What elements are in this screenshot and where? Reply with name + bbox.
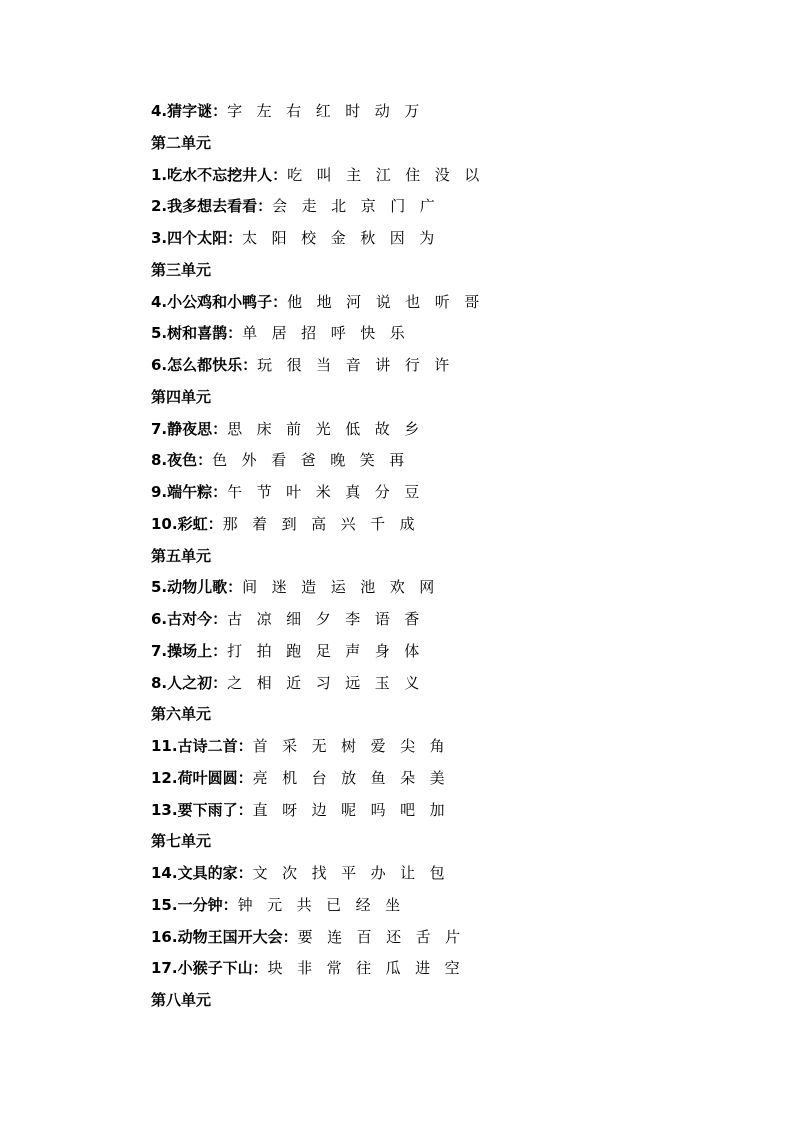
character: 钟	[237, 895, 253, 914]
character: 外	[241, 451, 257, 470]
lesson-characters	[257, 356, 464, 374]
character: 网	[419, 578, 435, 597]
lesson-title: 5.动物儿歌：	[151, 578, 243, 597]
character: 办	[370, 864, 386, 882]
character: 欢	[389, 578, 405, 597]
unit-heading: 第六单元	[151, 705, 212, 724]
character: 床	[256, 419, 272, 438]
character: 声	[345, 641, 361, 660]
character: 河	[346, 292, 362, 311]
lesson-line	[151, 731, 751, 763]
character: 爱	[370, 737, 386, 755]
lesson-line	[151, 668, 751, 700]
lesson-title: 3.四个太阳：	[151, 229, 243, 247]
character: 平	[341, 864, 357, 882]
character: 米	[315, 483, 331, 501]
lesson-line	[151, 414, 751, 446]
character: 李	[345, 610, 361, 628]
character: 校	[301, 229, 317, 247]
character: 迷	[271, 578, 287, 597]
character: 往	[356, 959, 372, 978]
character: 叫	[316, 165, 332, 184]
character: 笑	[359, 451, 375, 470]
character: 午	[227, 483, 243, 501]
character: 块	[267, 959, 283, 978]
character: 听	[434, 292, 450, 311]
character: 古	[227, 610, 243, 628]
lesson-characters	[227, 674, 434, 692]
character: 右	[286, 102, 302, 120]
character: 江	[375, 165, 391, 184]
lesson-title: 14.文具的家：	[151, 864, 253, 882]
character: 前	[286, 419, 302, 438]
lesson-title: 7.静夜思：	[151, 419, 228, 438]
character: 拍	[256, 641, 272, 660]
character: 舌	[415, 927, 431, 946]
character: 要	[297, 927, 313, 946]
character: 台	[311, 768, 327, 787]
character: 故	[374, 419, 390, 438]
lesson-title: 16.动物王国开大会：	[151, 927, 298, 946]
character: 呢	[341, 800, 357, 819]
character: 高	[311, 514, 327, 533]
character: 真	[345, 483, 361, 501]
character: 门	[390, 197, 406, 216]
lesson-characters	[242, 229, 449, 247]
character: 香	[404, 610, 420, 628]
character: 文	[252, 864, 268, 882]
lesson-characters	[253, 769, 460, 787]
character: 连	[327, 927, 343, 946]
character: 成	[399, 514, 415, 533]
lesson-characters	[227, 642, 434, 660]
lesson-line	[151, 509, 751, 541]
lesson-line	[151, 572, 751, 604]
lesson-line	[151, 604, 751, 636]
lesson-characters	[238, 896, 415, 914]
lesson-line	[151, 445, 751, 477]
lesson-characters	[253, 737, 460, 755]
character: 凉	[256, 610, 272, 628]
character: 为	[419, 229, 435, 247]
lesson-characters	[287, 293, 494, 311]
character: 远	[345, 673, 361, 692]
character: 放	[341, 768, 357, 787]
lesson-characters	[253, 864, 460, 882]
lesson-characters	[212, 451, 419, 469]
character: 造	[301, 578, 317, 597]
character: 还	[386, 927, 402, 946]
character: 主	[346, 165, 362, 184]
character: 音	[345, 356, 361, 374]
lesson-title: 11.古诗二首：	[151, 737, 253, 755]
character: 义	[404, 673, 420, 692]
character: 呼	[330, 324, 346, 343]
character: 爸	[300, 451, 316, 470]
unit-heading: 第二单元	[151, 133, 212, 152]
lesson-line	[151, 318, 751, 350]
character: 乐	[389, 324, 405, 343]
character: 以	[464, 165, 480, 184]
character: 呀	[282, 800, 298, 819]
lesson-title: 2.我多想去看看：	[151, 197, 273, 216]
lesson-title: 4.猜字谜：	[151, 102, 228, 120]
lesson-characters	[272, 197, 449, 215]
character: 常	[326, 959, 342, 978]
character: 因	[389, 229, 405, 247]
character: 元	[267, 895, 283, 914]
character: 居	[271, 324, 287, 343]
lesson-title: 9.端午粽：	[151, 483, 228, 501]
character: 运	[330, 578, 346, 597]
character: 共	[296, 895, 312, 914]
character: 秋	[360, 229, 376, 247]
unit-heading: 第五单元	[151, 546, 212, 565]
character: 再	[389, 451, 405, 470]
character: 次	[282, 864, 298, 882]
character: 万	[404, 102, 420, 120]
character: 动	[374, 102, 390, 120]
character: 玉	[374, 673, 390, 692]
character: 非	[297, 959, 313, 978]
lesson-line	[151, 763, 751, 795]
character: 地	[316, 292, 332, 311]
character: 鱼	[370, 768, 386, 787]
character: 亮	[252, 768, 268, 787]
character: 经	[355, 895, 371, 914]
character: 吧	[400, 800, 416, 819]
unit-heading: 第三单元	[151, 260, 212, 279]
character: 当	[316, 356, 332, 374]
character: 玩	[257, 356, 273, 374]
character: 千	[370, 514, 386, 533]
character: 时	[345, 102, 361, 120]
character: 豆	[404, 483, 420, 501]
character: 住	[405, 165, 421, 184]
character: 角	[429, 737, 445, 755]
lesson-characters	[242, 324, 419, 342]
document-body	[151, 96, 751, 1017]
character: 分	[374, 483, 390, 501]
character: 吃	[287, 165, 303, 184]
lesson-line	[151, 160, 751, 192]
character: 单	[242, 324, 258, 343]
lesson-line	[151, 287, 751, 319]
character: 太	[242, 229, 258, 247]
character: 红	[315, 102, 331, 120]
character: 讲	[375, 356, 391, 374]
character: 身	[374, 641, 390, 660]
character: 细	[286, 610, 302, 628]
character: 没	[434, 165, 450, 184]
unit-heading: 第八单元	[151, 991, 212, 1009]
character: 色	[212, 451, 228, 470]
lesson-characters	[227, 483, 434, 501]
character: 语	[374, 610, 390, 628]
character: 坐	[385, 895, 401, 914]
character: 看	[271, 451, 287, 470]
character: 左	[256, 102, 272, 120]
character: 间	[242, 578, 258, 597]
lesson-characters	[268, 959, 475, 977]
character: 节	[256, 483, 272, 501]
character: 夕	[315, 610, 331, 628]
lesson-title: 8.夜色：	[151, 451, 213, 470]
character: 加	[429, 800, 445, 819]
character: 直	[252, 800, 268, 819]
lesson-characters	[227, 610, 434, 628]
lesson-title: 12.荷叶圆圆：	[151, 768, 253, 787]
character: 许	[434, 356, 450, 374]
character: 思	[227, 419, 243, 438]
character: 招	[301, 324, 317, 343]
character: 字	[227, 102, 243, 120]
character: 采	[282, 737, 298, 755]
character: 百	[356, 927, 372, 946]
character: 片	[445, 927, 461, 946]
lesson-title: 7.操场上：	[151, 641, 228, 660]
lesson-title: 6.古对今：	[151, 610, 228, 628]
character: 机	[282, 768, 298, 787]
lesson-title: 13.要下雨了：	[151, 800, 253, 819]
lesson-line	[151, 223, 751, 255]
character: 相	[256, 673, 272, 692]
character: 空	[444, 959, 460, 978]
unit-heading: 第七单元	[151, 832, 212, 851]
character: 无	[311, 737, 327, 755]
character: 瓜	[385, 959, 401, 978]
lesson-line	[151, 795, 751, 827]
character: 尖	[400, 737, 416, 755]
character: 习	[315, 673, 331, 692]
character: 广	[419, 197, 435, 216]
character: 找	[311, 864, 327, 882]
character: 叶	[286, 483, 302, 501]
character: 包	[429, 864, 445, 882]
character: 光	[315, 419, 331, 438]
character: 着	[252, 514, 268, 533]
character: 打	[227, 641, 243, 660]
lesson-line	[151, 96, 751, 128]
lesson-characters	[227, 102, 434, 120]
character: 边	[311, 800, 327, 819]
character: 朵	[400, 768, 416, 787]
lesson-characters	[298, 928, 475, 946]
lesson-title: 1.吃水不忘挖井人：	[151, 165, 288, 184]
lesson-title: 15.一分钟：	[151, 895, 238, 914]
character: 也	[405, 292, 421, 311]
character: 金	[330, 229, 346, 247]
character: 让	[400, 864, 416, 882]
lesson-characters	[242, 578, 449, 596]
character: 会	[272, 197, 288, 216]
character: 阳	[271, 229, 287, 247]
character: 行	[404, 356, 420, 374]
character: 已	[326, 895, 342, 914]
character: 跑	[286, 641, 302, 660]
lesson-line	[151, 191, 751, 223]
lesson-characters	[253, 801, 460, 819]
character: 近	[286, 673, 302, 692]
character: 首	[252, 737, 268, 755]
character: 很	[286, 356, 302, 374]
lesson-line	[151, 922, 751, 954]
character: 那	[222, 514, 238, 533]
character: 池	[360, 578, 376, 597]
lesson-characters	[223, 515, 430, 533]
character: 北	[331, 197, 347, 216]
character: 快	[360, 324, 376, 343]
lesson-line	[151, 350, 751, 382]
character: 低	[345, 419, 361, 438]
character: 说	[375, 292, 391, 311]
lesson-line	[151, 636, 751, 668]
lesson-title: 4.小公鸡和小鸭子：	[151, 292, 288, 311]
lesson-line	[151, 890, 751, 922]
character: 乡	[404, 419, 420, 438]
lesson-title: 17.小猴子下山：	[151, 959, 268, 978]
lesson-line	[151, 953, 751, 985]
character: 京	[360, 197, 376, 216]
unit-heading: 第四单元	[151, 387, 212, 406]
lesson-title: 8.人之初：	[151, 673, 228, 692]
character: 哥	[464, 292, 480, 311]
lesson-line	[151, 858, 751, 890]
lesson-title: 6.怎么都快乐：	[151, 356, 258, 374]
character: 兴	[340, 514, 356, 533]
lesson-line	[151, 477, 751, 509]
lesson-title: 10.彩虹：	[151, 514, 223, 533]
character: 吗	[370, 800, 386, 819]
lesson-characters	[287, 166, 494, 184]
lesson-title: 5.树和喜鹊：	[151, 324, 243, 343]
lesson-characters	[227, 420, 434, 438]
character: 进	[415, 959, 431, 978]
character: 到	[281, 514, 297, 533]
character: 之	[227, 673, 243, 692]
character: 他	[287, 292, 303, 311]
character: 美	[429, 768, 445, 787]
character: 足	[315, 641, 331, 660]
character: 走	[301, 197, 317, 216]
character: 体	[404, 641, 420, 660]
character: 树	[341, 737, 357, 755]
character: 晚	[330, 451, 346, 470]
